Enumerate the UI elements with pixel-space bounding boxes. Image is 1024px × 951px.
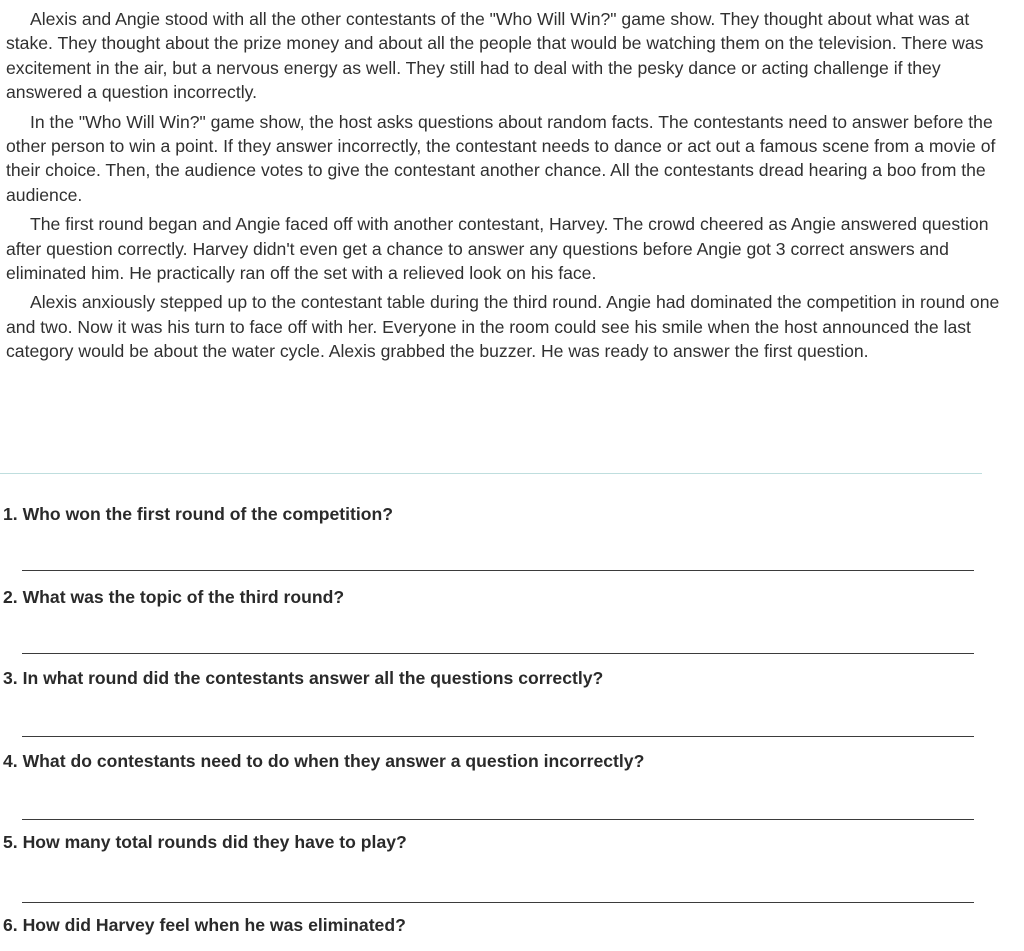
question-number: 6. <box>3 915 18 935</box>
answer-line-3[interactable] <box>22 736 974 737</box>
question-text: How many total rounds did they have to play? <box>22 832 407 852</box>
question-number: 4. <box>3 751 18 771</box>
question-text: Who won the first round of the competition? <box>22 504 393 524</box>
question-4 <box>3 751 644 772</box>
question-number: 3. <box>3 668 18 688</box>
passage-paragraph: In the "Who Will Win?" game show, the host asks questions about random facts. The contestants need to answer before the other person to win a point. If they answer incorrectly, the contestant needs to dance or act out a famous scene from a movie of their choice. Then, the audience votes to give the contestant another chance. All the contestants dread hearing a boo from the audience. <box>6 111 996 205</box>
passage-paragraph: Alexis and Angie stood with all the other contestants of the "Who Will Win?" game show. They thought about what was at stake. They thought about the prize money and about all the people that would be watching them on the television. There was excitement in the air, but a nervous energy as well. They still had to deal with the pesky dance or acting challenge if they answered a question incorrectly. <box>6 9 984 103</box>
answer-line-2[interactable] <box>22 653 974 654</box>
answer-line-1[interactable] <box>22 570 974 571</box>
answer-line-4[interactable] <box>22 819 974 820</box>
question-6 <box>3 915 406 936</box>
question-text: What do contestants need to do when they answer a question incorrectly? <box>22 751 645 771</box>
question-number: 1. <box>3 504 18 524</box>
question-2 <box>3 587 344 608</box>
question-1 <box>3 504 393 525</box>
question-text: How did Harvey feel when he was eliminated? <box>22 915 406 935</box>
passage-paragraph: The first round began and Angie faced off with another contestant, Harvey. The crowd cheered as Angie answered question after question correctly. Harvey didn't even get a chance to answer any questions before Angie got 3 correct answers and eliminated him. He practically ran off the set with a relieved look on his face. <box>6 214 989 284</box>
answer-line-5[interactable] <box>22 902 974 903</box>
question-text: What was the topic of the third round? <box>22 587 345 607</box>
question-5 <box>3 832 407 853</box>
question-number: 5. <box>3 832 18 852</box>
question-text: In what round did the contestants answer all the questions correctly? <box>22 668 604 688</box>
question-number: 2. <box>3 587 18 607</box>
passage-paragraph: Alexis anxiously stepped up to the contestant table during the third round. Angie had dominated the competition in round one and two. Now it was his turn to face off with her. Everyone in the room could see his smile when the host announced the last category would be about the water cycle. Alexis grabbed the buzzer. He was ready to answer the first question. <box>6 292 1000 362</box>
question-3 <box>3 668 603 689</box>
